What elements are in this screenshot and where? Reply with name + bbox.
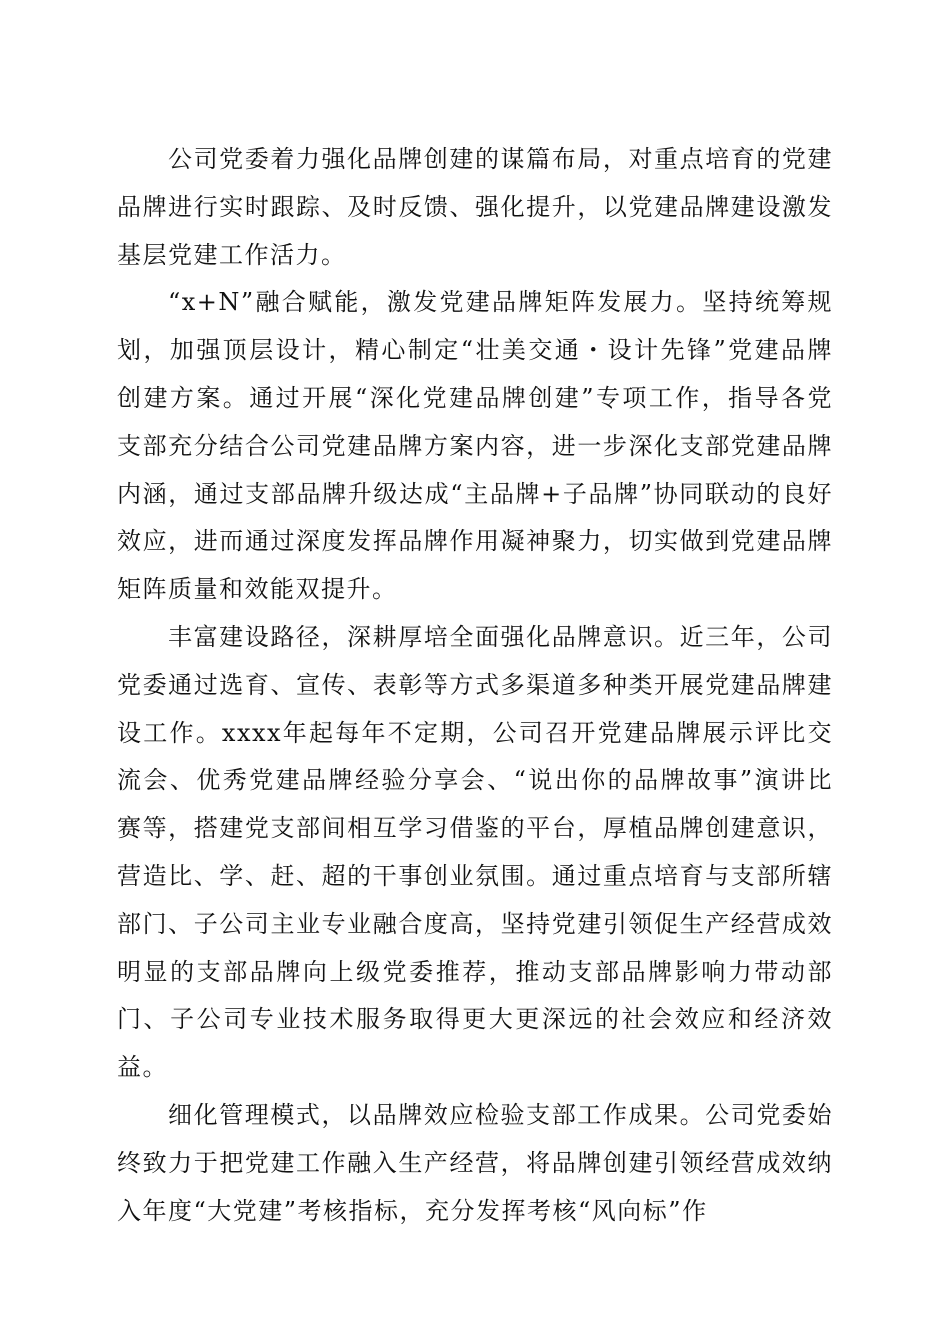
paragraph-brand-awareness: 丰富建设路径，深耕厚培全面强化品牌意识。近三年，公司党委通过选育、宣传、表彰等方式多渠道多种类开展党建品牌建设工作。xxxx年起每年不定期，公司召开党建品牌展示评比交流会、优秀党建品牌经验分享会、“说出你的品牌故事”演讲比赛等，搭建党支部间相互学习借鉴的平台，厚植品牌创建意识，营造比、学、赶、超的干事创业氛围。通过重点培育与支部所辖部门、子公司主业专业融合度高，坚持党建引领促生产经营成效明显的支部品牌向上级党委推荐，推动支部品牌影响力带动部门、子公司专业技术服务取得更大更深远的社会效应和经济效益。 [117, 622, 833, 1082]
paragraph-intro: 公司党委着力强化品牌创建的谋篇布局，对重点培育的党建品牌进行实时跟踪、及时反馈、强化提升，以党建品牌建设激发基层党建工作活力。 [117, 145, 833, 269]
paragraph-management-mode: 细化管理模式，以品牌效应检验支部工作成果。公司党委始终致力于把党建工作融入生产经营，将品牌创建引领经营成效纳入年度“大党建”考核指标，充分发挥考核“风向标”作 [117, 1100, 833, 1225]
document-body [117, 136, 833, 1235]
paragraph-brand-matrix: “x+N”融合赋能，激发党建品牌矩阵发展力。坚持统筹规划，加强顶层设计，精心制定“壮美交通・设计先锋”党建品牌创建方案。通过开展“深化党建品牌创建”专项工作，指导各党支部充分结合公司党建品牌方案内容，进一步深化支部党建品牌内涵，通过支部品牌升级达成“主品牌+子品牌”协同联动的良好效应，进而通过深度发挥品牌作用凝神聚力，切实做到党建品牌矩阵质量和效能双提升。 [117, 288, 833, 604]
